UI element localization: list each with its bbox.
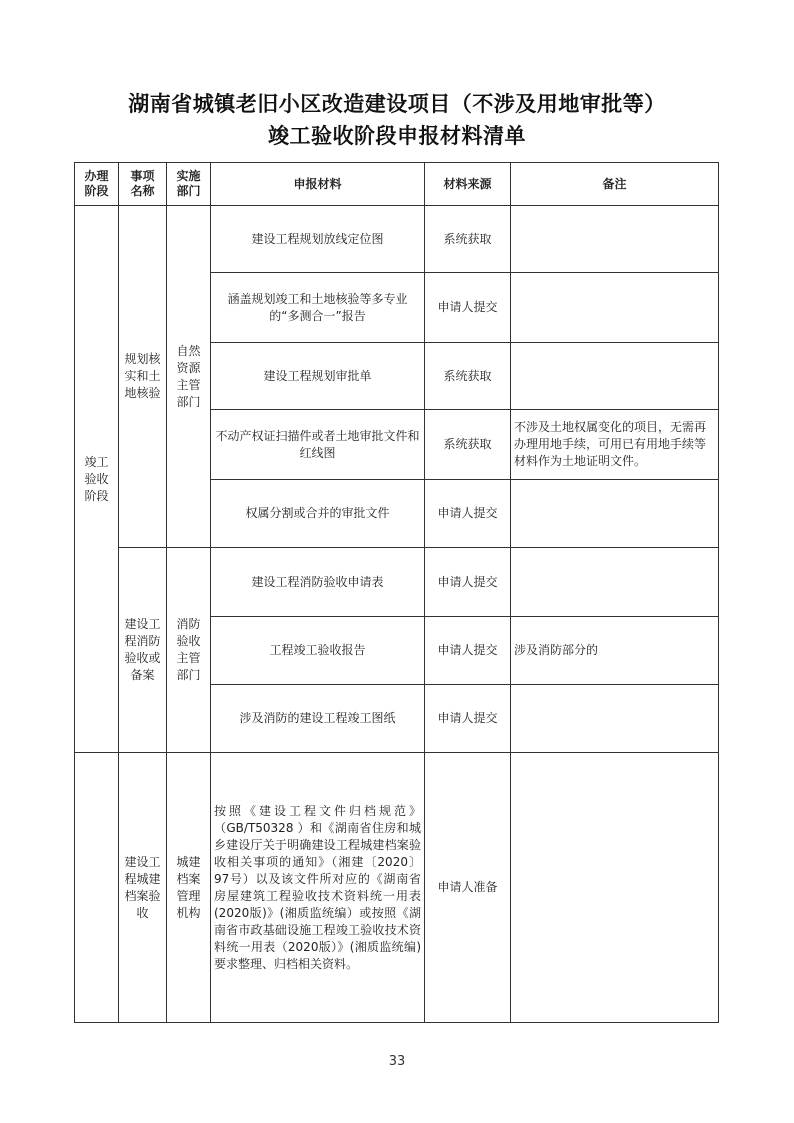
source-cell: 申请人提交 [425,548,511,617]
stage-cell: 竣工验收阶段 [75,206,119,753]
material-cell: 涉及消防的建设工程竣工图纸 [211,685,425,753]
remark-cell [511,480,719,548]
source-cell: 系统获取 [425,410,511,480]
item-cell: 规划核实和土地核验 [119,206,167,548]
source-cell: 申请人提交 [425,480,511,548]
remark-cell: 不涉及土地权属变化的项目，无需再办理用地手续，可用已有用地手续等材料作为土地证明文件。 [511,410,719,480]
document-title-line2: 竣工验收阶段申报材料清单 [268,124,526,148]
materials-table [74,162,719,1023]
table-header-row [75,163,719,206]
material-cell: 建设工程规划审批单 [211,343,425,410]
material-cell: 按照《建设工程文件归档规范》（GB/T50328 ）和《湖南省住房和城乡建设厅关于明确建设工程城建档案验收相关事项的通知》（湘建〔2020〕97号）以及该文件所对应的《湖南省房屋建筑工程验收技术资料统一用表(2020版)》(湘质监统编）或按照《湖南省市政基础设施工程竣工验收技术资料统一用表（2020版）》(湘质监统编)要求整理、归档相关资料。 [211,753,425,1023]
remark-cell [511,273,719,343]
item-cell: 建设工程城建档案验收 [119,753,167,1023]
header-material: 申报材料 [211,163,425,206]
item-cell: 建设工程消防验收或备案 [119,548,167,753]
source-cell: 申请人准备 [425,753,511,1023]
page-number: 33 [388,1054,406,1069]
source-cell: 申请人提交 [425,617,511,685]
source-cell: 系统获取 [425,343,511,410]
material-cell: 不动产权证扫描件或者土地审批文件和红线图 [211,410,425,480]
dept-cell: 消防验收主管部门 [167,548,211,753]
remark-cell [511,343,719,410]
material-cell: 建设工程规划放线定位图 [211,206,425,273]
table-row [75,753,719,1023]
header-item: 事项名称 [119,163,167,206]
header-dept: 实施部门 [167,163,211,206]
remark-cell [511,206,719,273]
table-row [75,548,719,617]
dept-cell: 自然资源主管部门 [167,206,211,548]
material-cell: 建设工程消防验收申请表 [211,548,425,617]
remark-cell [511,753,719,1023]
source-cell: 申请人提交 [425,685,511,753]
header-source: 材料来源 [425,163,511,206]
remark-cell [511,548,719,617]
stage-cell-empty [75,753,119,1023]
dept-cell: 城建档案管理机构 [167,753,211,1023]
material-cell: 权属分割或合并的审批文件 [211,480,425,548]
header-remark: 备注 [511,163,719,206]
remark-cell: 涉及消防部分的 [511,617,719,685]
material-cell: 涵盖规划竣工和土地核验等多专业的“多测合一”报告 [211,273,425,343]
table-row [75,206,719,273]
material-cell: 工程竣工验收报告 [211,617,425,685]
source-cell: 申请人提交 [425,273,511,343]
source-cell: 系统获取 [425,206,511,273]
document-title-line1: 湖南省城镇老旧小区改造建设项目（不涉及用地审批等） [128,92,666,116]
header-stage: 办理阶段 [75,163,119,206]
remark-cell [511,685,719,753]
